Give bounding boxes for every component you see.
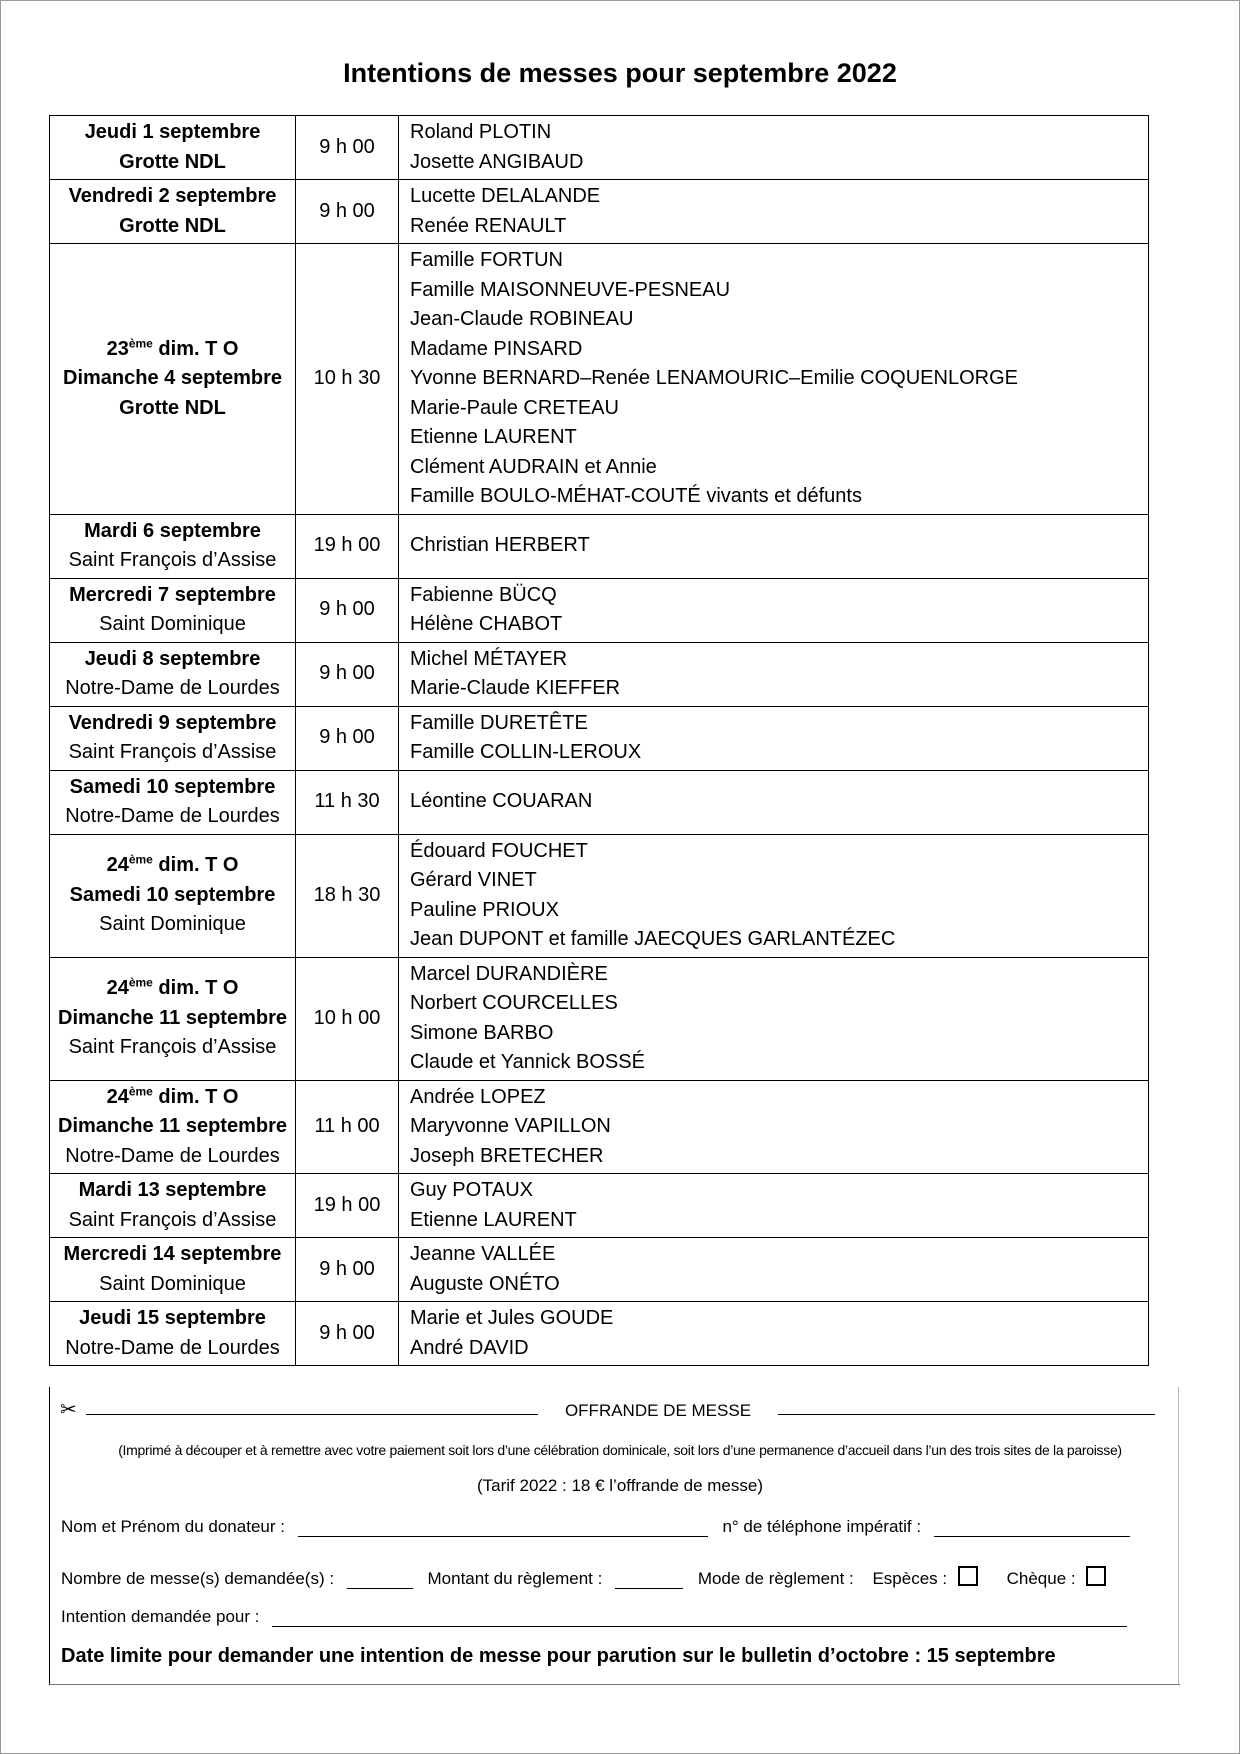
mass-day-line: Saint François d’Assise	[68, 549, 277, 571]
mass-day-line: Saint Dominique	[99, 913, 246, 936]
intention-name: Andrée LOPEZ	[410, 1085, 546, 1108]
mass-names-cell	[399, 1238, 1149, 1302]
slip-instructions: (Imprimé à découper et à remettre avec votre paiement soit lors d’une célébration dominicale, soit lors d’une permanence d’accueil dans l’un des trois sites de la paroisse)	[118, 1442, 1122, 1458]
intention-name: André DAVID	[410, 1336, 529, 1359]
mass-day-line: Jeudi 15 septembre	[79, 1307, 266, 1329]
intention-field[interactable]	[272, 1608, 1127, 1627]
mass-time-cell: 9 h 00	[296, 180, 399, 244]
mass-time-cell: 18 h 30	[296, 834, 399, 957]
intention-name: Roland PLOTIN	[410, 121, 552, 143]
intention-name: Marcel DURANDIÈRE	[410, 962, 608, 985]
mass-day-line: Saint François d’Assise	[68, 1036, 277, 1059]
intention-name: Christian HERBERT	[410, 534, 590, 557]
mass-row	[50, 578, 1149, 642]
mass-day-line: 24ème dim. T O	[106, 975, 239, 1000]
mass-row	[50, 1302, 1149, 1366]
mass-day-cell	[50, 578, 296, 642]
intention-name: Famille BOULO-MÉHAT-COUTÉ vivants et défunts	[410, 485, 862, 507]
mass-day-line: Saint François d’Assise	[68, 1208, 277, 1231]
intention-name: Marie-Claude KIEFFER	[410, 677, 621, 699]
mass-names-cell	[399, 706, 1149, 770]
mass-day-line: Mardi 6 septembre	[84, 519, 261, 542]
intention-name: Josette ANGIBAUD	[410, 150, 584, 173]
intention-name: Pauline PRIOUX	[410, 898, 559, 921]
mass-row	[50, 1080, 1149, 1174]
mass-day-line: Samedi 10 septembre	[69, 883, 276, 906]
mass-day-line: Dimanche 11 septembre	[58, 1006, 287, 1029]
mass-day-line: 23ème dim. T O	[106, 335, 239, 360]
intention-name: Jean-Claude ROBINEAU	[410, 308, 634, 330]
mass-day-cell	[50, 642, 296, 706]
phone-label: n° de téléphone impératif :	[722, 1517, 922, 1536]
intention-name: Famille COLLIN-LEROUX	[410, 741, 642, 763]
amount-field[interactable]	[615, 1570, 683, 1589]
mass-names-cell	[399, 770, 1149, 834]
page-title: Intentions de messes pour septembre 2022	[343, 58, 897, 88]
mass-time-cell: 10 h 30	[296, 244, 399, 515]
mass-count-field[interactable]	[347, 1570, 413, 1589]
mass-day-line: Mercredi 14 septembre	[63, 1243, 282, 1265]
intention-name: Famille FORTUN	[410, 249, 563, 271]
intention-label: Intention demandée pour :	[61, 1607, 260, 1626]
mass-names-cell	[399, 116, 1149, 180]
mass-row	[50, 706, 1149, 770]
amount-label: Montant du règlement :	[427, 1569, 603, 1588]
mass-day-cell	[50, 1080, 296, 1174]
scissors-icon: ✂	[60, 1399, 77, 1421]
mass-day-line: Mercredi 7 septembre	[69, 583, 276, 606]
mass-time-cell: 19 h 00	[296, 1174, 399, 1238]
intention-name: Jean DUPONT et famille JAECQUES GARLANTÉZEC	[410, 928, 896, 950]
intention-name: Famille DURETÊTE	[410, 711, 588, 734]
mass-day-line: Notre-Dame de Lourdes	[65, 677, 280, 699]
intention-name: Etienne LAURENT	[410, 426, 577, 448]
mass-names-cell	[399, 578, 1149, 642]
intention-name: Renée RENAULT	[410, 214, 567, 237]
payment-mode-label: Mode de règlement :	[697, 1569, 854, 1588]
mass-day-line: Saint François d’Assise	[68, 741, 277, 763]
intention-name: Famille MAISONNEUVE-PESNEAU	[410, 278, 731, 301]
intention-name: Léontine COUARAN	[410, 790, 593, 813]
intention-name: Lucette DELALANDE	[410, 185, 601, 207]
intention-name: Simone BARBO	[410, 1021, 554, 1044]
mass-time-cell: 19 h 00	[296, 514, 399, 578]
slip-tarif: (Tarif 2022 : 18 € l’offrande de messe)	[476, 1476, 763, 1495]
mass-day-line: Vendredi 2 septembre	[68, 185, 277, 207]
mass-day-cell	[50, 1302, 296, 1366]
cheque-checkbox[interactable]	[1086, 1566, 1106, 1586]
mass-day-cell	[50, 1238, 296, 1302]
donor-label: Nom et Prénom du donateur :	[61, 1517, 285, 1536]
deadline-note: Date limite pour demander une intention de messe pour parution sur le bulletin d’octobre : 15 septembre	[61, 1645, 1056, 1667]
cash-label: Espèces :	[872, 1569, 948, 1588]
intention-name: Fabienne BÜCQ	[410, 583, 557, 606]
mass-row	[50, 116, 1149, 180]
intention-row	[61, 1607, 1127, 1627]
intention-name: Norbert COURCELLES	[410, 992, 618, 1014]
mass-day-cell	[50, 706, 296, 770]
mass-time-cell: 9 h 00	[296, 706, 399, 770]
intention-name: Maryvonne VAPILLON	[410, 1115, 611, 1137]
mass-day-line: Grotte NDL	[119, 150, 226, 173]
intention-name: Claude et Yannick BOSSÉ	[410, 1051, 645, 1073]
mass-row	[50, 180, 1149, 244]
mass-row	[50, 642, 1149, 706]
mass-day-cell	[50, 834, 296, 957]
phone-field[interactable]	[934, 1518, 1130, 1537]
mass-day-line: Jeudi 1 septembre	[84, 121, 261, 143]
payment-row	[61, 1566, 1106, 1589]
mass-names-cell	[399, 834, 1149, 957]
mass-day-line: Dimanche 11 septembre	[58, 1115, 287, 1137]
mass-row	[50, 514, 1149, 578]
mass-day-line: Notre-Dame de Lourdes	[65, 805, 280, 827]
mass-day-cell	[50, 514, 296, 578]
mass-day-line: Notre-Dame de Lourdes	[65, 1336, 280, 1359]
mass-row	[50, 957, 1149, 1080]
mass-names-cell	[399, 1080, 1149, 1174]
mass-row	[50, 1174, 1149, 1238]
mass-row	[50, 1238, 1149, 1302]
mass-names-cell	[399, 1302, 1149, 1366]
mass-time-cell: 9 h 00	[296, 1238, 399, 1302]
cash-checkbox[interactable]	[958, 1566, 978, 1586]
mass-row	[50, 834, 1149, 957]
mass-count-label: Nombre de messe(s) demandée(s) :	[61, 1569, 335, 1588]
mass-names-cell	[399, 180, 1149, 244]
mass-day-line: Saint Dominique	[99, 613, 246, 635]
offering-heading: OFFRANDE DE MESSE	[538, 1401, 778, 1421]
mass-day-line: Mardi 13 septembre	[78, 1179, 267, 1201]
mass-day-line: Notre-Dame de Lourdes	[65, 1144, 280, 1167]
cheque-label: Chèque :	[1006, 1569, 1076, 1588]
mass-row	[50, 770, 1149, 834]
intention-name: Etienne LAURENT	[410, 1208, 577, 1231]
intention-name: Clément AUDRAIN et Annie	[410, 455, 657, 478]
mass-day-line: Dimanche 4 septembre	[63, 367, 282, 389]
mass-names-cell	[399, 1174, 1149, 1238]
mass-day-line: Saint Dominique	[99, 1272, 246, 1295]
mass-day-line: Grotte NDL	[119, 396, 226, 419]
intention-name: Marie-Paule CRETEAU	[410, 396, 619, 419]
mass-time-cell: 10 h 00	[296, 957, 399, 1080]
intention-name: Michel MÉTAYER	[410, 647, 568, 670]
mass-day-cell	[50, 116, 296, 180]
mass-day-line: 24ème dim. T O	[106, 1083, 239, 1108]
mass-time-cell: 11 h 30	[296, 770, 399, 834]
mass-time-cell: 9 h 00	[296, 642, 399, 706]
intention-name: Gérard VINET	[410, 869, 537, 891]
intention-name: Madame PINSARD	[410, 337, 583, 360]
intention-name: Hélène CHABOT	[410, 613, 563, 635]
mass-names-cell	[399, 957, 1149, 1080]
mass-names-cell	[399, 642, 1149, 706]
mass-day-cell	[50, 244, 296, 515]
mass-time-cell: 9 h 00	[296, 1302, 399, 1366]
intention-name: Yvonne BERNARD–Renée LENAMOURIC–Emilie COQUENLORGE	[410, 367, 1018, 389]
mass-time-cell: 9 h 00	[296, 116, 399, 180]
intention-name: Édouard FOUCHET	[410, 839, 588, 862]
offering-slip-right-edge	[1178, 1387, 1179, 1684]
intention-name: Guy POTAUX	[410, 1179, 533, 1201]
donor-row	[61, 1517, 1130, 1537]
mass-time-cell: 9 h 00	[296, 578, 399, 642]
mass-row	[50, 244, 1149, 515]
mass-time-cell: 11 h 00	[296, 1080, 399, 1174]
mass-day-line: Vendredi 9 septembre	[68, 711, 277, 734]
intention-name: Auguste ONÉTO	[410, 1272, 560, 1295]
mass-day-line: Jeudi 8 septembre	[84, 647, 261, 670]
intention-name: Marie et Jules GOUDE	[410, 1307, 614, 1329]
mass-day-line: Grotte NDL	[119, 214, 226, 237]
intention-name: Joseph BRETECHER	[410, 1144, 604, 1167]
mass-day-line: 24ème dim. T O	[106, 852, 239, 877]
mass-names-cell	[399, 244, 1149, 515]
mass-day-cell	[50, 770, 296, 834]
mass-intentions-table	[49, 115, 1149, 1366]
intention-name: Jeanne VALLÉE	[410, 1243, 556, 1265]
mass-names-cell	[399, 514, 1149, 578]
cut-line-row	[60, 1400, 1155, 1426]
mass-day-cell	[50, 180, 296, 244]
mass-day-cell	[50, 1174, 296, 1238]
donor-name-field[interactable]	[298, 1518, 708, 1537]
mass-day-cell	[50, 957, 296, 1080]
mass-day-line: Samedi 10 septembre	[69, 775, 276, 798]
